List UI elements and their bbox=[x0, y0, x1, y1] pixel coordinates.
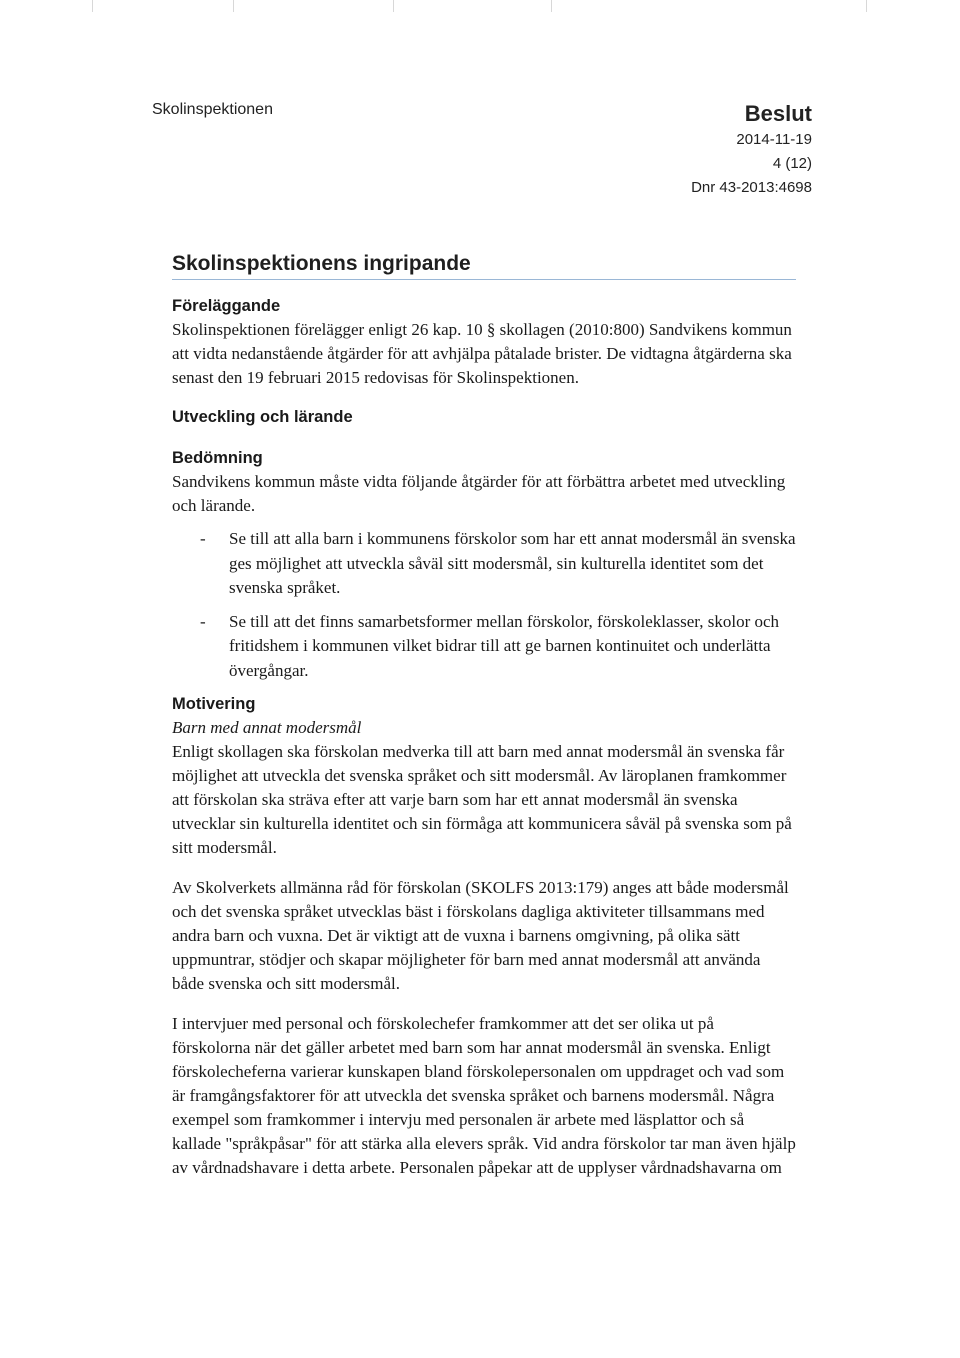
document-date: 2014-11-19 bbox=[736, 131, 812, 148]
scan-artifact bbox=[866, 0, 867, 12]
page-number: 4 (12) bbox=[772, 155, 812, 172]
action-item bbox=[200, 527, 796, 601]
document-body bbox=[172, 252, 796, 1196]
document-header-info bbox=[691, 100, 812, 200]
scan-artifact bbox=[393, 0, 394, 12]
action-item bbox=[200, 610, 796, 684]
scan-artifact bbox=[551, 0, 552, 12]
body-paragraph: Enligt skollagen ska förskolan medverka till att barn med annat modersmål än svenska får möjlighet att utveckla det svenska språket och sitt modersmål. Av läroplanen framkommer att förskolan ska sträva efter att varje barn som har ett annat modersmål än svenska utvecklar sin kulturella identitet och sin förmåga att kommunicera såväl på svenska som på sitt modersmål. bbox=[172, 742, 792, 857]
bedomning-heading: Bedömning bbox=[172, 449, 263, 467]
forelaggande-heading: Föreläggande bbox=[172, 297, 281, 315]
action-text: Se till att alla barn i kommunens förskolor som har ett annat modersmål än svenska ges möjlighet att utveckla såväl sitt modersmål, sin kulturella identitet som det svenska språket. bbox=[229, 529, 796, 597]
forelaggande-text: Skolinspektionen förelägger enligt 26 kap. 10 § skollagen (2010:800) Sandvikens kommun att vidta nedanstående åtgärder för att avhjälpa påtalade brister. De vidtagna åtgärderna ska senast den 19 februari 2015 redovisas för Skolinspektionen. bbox=[172, 320, 792, 387]
list-dash: - bbox=[200, 529, 206, 548]
motivering-subheading: Barn med annat modersmål bbox=[172, 718, 362, 737]
bedomning-text: Sandvikens kommun måste vidta följande åtgärder för att förbättra arbetet med utveckling och lärande. bbox=[172, 472, 786, 515]
body-paragraph: Av Skolverkets allmänna råd för förskolan (SKOLFS 2013:179) anges att både modersmål och det svenska språket utvecklas bäst i förskolans dagliga aktiviteter tillsammans med andra barn och vuxna. Det är viktigt att de vuxna i barnens omgivning, på olika sätt uppmuntrar, stödjer och skapar möjligheter för barn med annat modersmål att använda både svenska och sitt modersmål. bbox=[172, 878, 789, 993]
list-dash: - bbox=[200, 611, 206, 631]
section-title: Skolinspektionens ingripande bbox=[172, 252, 796, 280]
body-paragraph: I intervjuer med personal och förskolechefer framkommer att det ser olika ut på förskolorna när det gäller arbetet med barn som har annat modersmål än svenska. Enligt förskolecheferna varierar kunskapen bland förskolepersonalen om uppdraget och vad som är framgångsfaktorer för att utveckla det svenska språket och barnens modersmål. Några exempel som framkommer i intervju med personalen är arbete med läsplattor och så kallade "språkpåsar" för att stärka alla elevers språk. Vid andra förskolor tar man även hjälp av vårdnadshavare i detta arbete. Personalen påpekar att de upplyser vårdnadshavarna om bbox=[172, 1014, 796, 1177]
document-type: Beslut bbox=[744, 101, 812, 126]
motivering-heading: Motivering bbox=[172, 695, 256, 713]
scan-artifact bbox=[233, 0, 234, 12]
utveckling-heading: Utveckling och lärande bbox=[172, 408, 353, 426]
action-text: Se till att det finns samarbetsformer mellan förskolor, förskoleklasser, skolor och fritidshem i kommunen vilket bidrar till att ge barnen kontinuitet och underlätta övergångar. bbox=[229, 611, 780, 680]
scan-artifact bbox=[92, 0, 93, 12]
organization-name: Skolinspektionen bbox=[152, 101, 273, 118]
action-list bbox=[172, 527, 796, 683]
reference-number: Dnr 43-2013:4698 bbox=[691, 179, 812, 196]
